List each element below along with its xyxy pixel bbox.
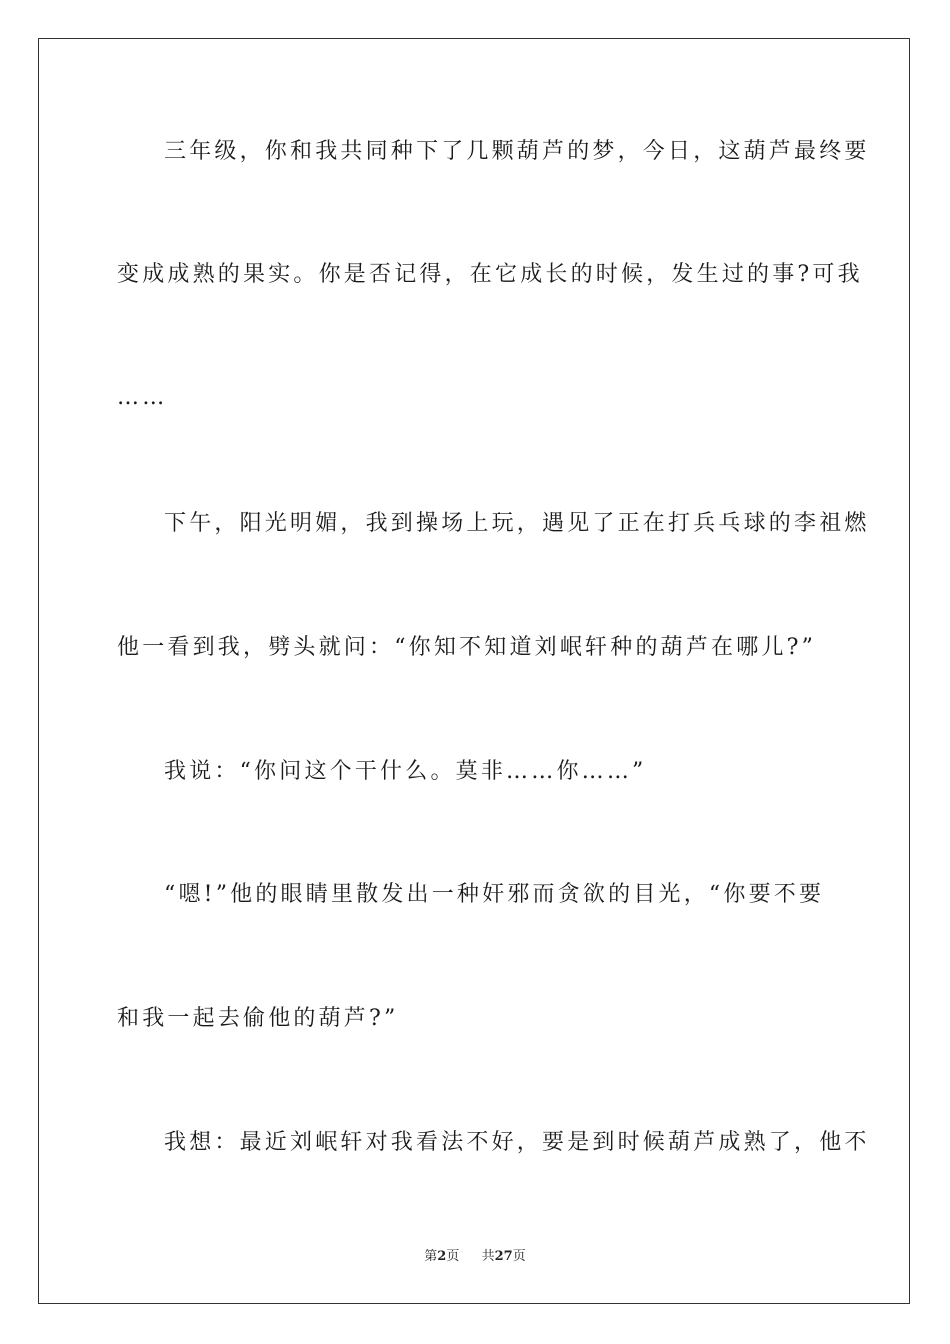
total-pages: 27: [494, 1249, 513, 1264]
total-prefix: 共: [481, 1249, 495, 1264]
paragraph-1-line-1: 三年级，你和我共同种下了几颗葫芦的梦，今日，这葫芦最终要: [164, 139, 870, 164]
paragraph-3-line-1: 我说：“你问这个干什么。莫非……你……”: [164, 759, 647, 784]
page-footer: [0, 1248, 950, 1266]
paragraph-1-line-2: 变成成熟的果实。你是否记得，在它成长的时候，发生过的事?可我: [117, 262, 863, 287]
paragraph-1-line-3: ……: [117, 385, 168, 410]
total-suffix: 页: [512, 1249, 526, 1264]
paragraph-2-line-1: 下午，阳光明媚，我到操场上玩，遇见了正在打兵乓球的李祖燃: [164, 511, 870, 536]
page-border: [38, 38, 910, 1304]
page-prefix: 第: [424, 1249, 438, 1264]
paragraph-4-line-2: 和我一起去偷他的葫芦?”: [117, 1006, 399, 1031]
paragraph-5-line-1: 我想：最近刘岷轩对我看法不好，要是到时候葫芦成熟了，他不: [164, 1130, 870, 1155]
paragraph-4-line-1: “嗯!”他的眼睛里散发出一种奸邪而贪欲的目光，“你要不要: [164, 882, 825, 907]
page-suffix: 页: [446, 1249, 460, 1264]
paragraph-2-line-2: 他一看到我，劈头就问：“你知不知道刘岷轩种的葫芦在哪儿?”: [117, 635, 817, 660]
page-number: 2: [437, 1249, 447, 1264]
